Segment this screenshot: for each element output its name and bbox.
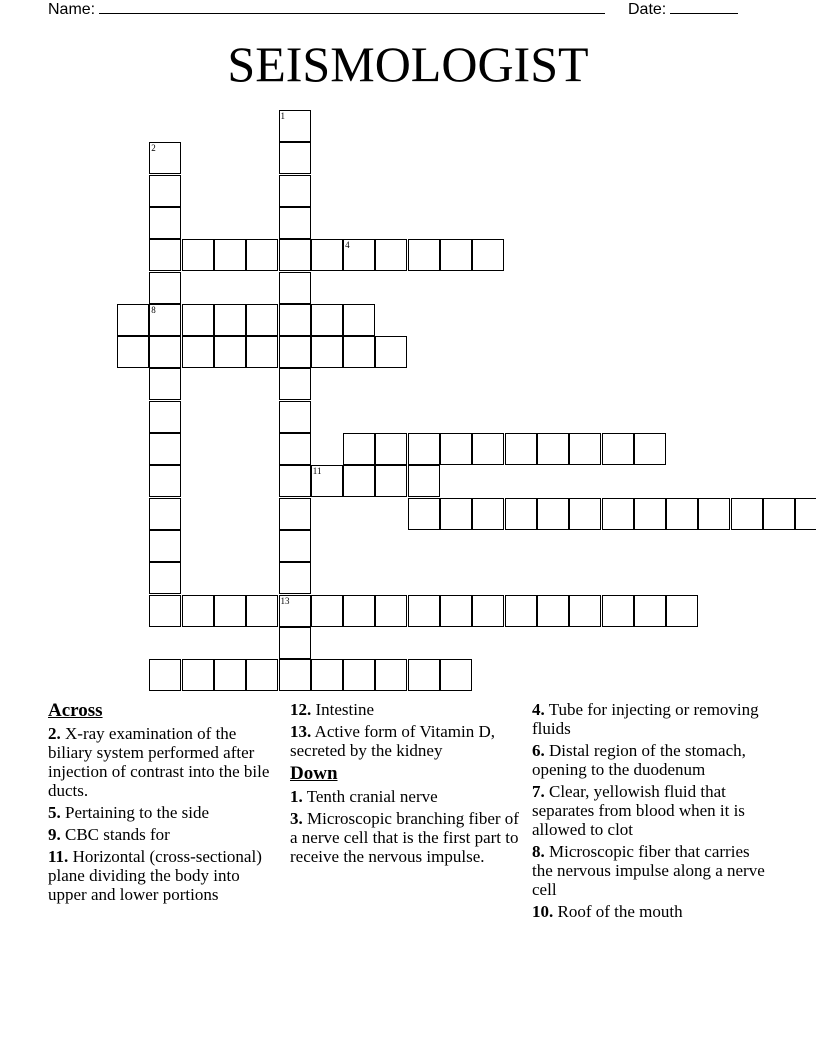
grid-cell[interactable] (440, 595, 472, 627)
clue-item (48, 825, 273, 844)
grid-cell[interactable] (666, 498, 698, 530)
grid-cell[interactable] (472, 498, 504, 530)
grid-cell[interactable] (602, 498, 634, 530)
grid-cell[interactable] (440, 498, 472, 530)
grid-cell[interactable] (634, 433, 666, 465)
clue-item (532, 902, 767, 921)
clue-item-text: Pertaining to the side (60, 803, 210, 822)
grid-cell[interactable] (279, 465, 311, 497)
clue-column-1 (48, 700, 273, 907)
grid-cell[interactable] (375, 659, 407, 691)
grid-cell[interactable] (472, 595, 504, 627)
clue-item-number: 12. (290, 700, 312, 719)
clue-column-3 (532, 700, 767, 924)
clue-item (532, 741, 767, 779)
clue-item-text: CBC stands for (60, 825, 170, 844)
clue-item (532, 842, 767, 899)
grid-cell[interactable] (149, 562, 181, 594)
grid-cell[interactable] (246, 659, 278, 691)
grid-cell[interactable] (149, 304, 181, 336)
grid-cell[interactable] (311, 465, 343, 497)
grid-cell[interactable] (246, 595, 278, 627)
grid-cell[interactable] (149, 368, 181, 400)
grid-cell[interactable] (246, 336, 278, 368)
clue-item-text: Tenth cranial nerve (302, 787, 438, 806)
grid-cell[interactable] (149, 175, 181, 207)
grid-cell[interactable] (279, 368, 311, 400)
grid-cell[interactable] (440, 239, 472, 271)
across-clue-list (48, 724, 273, 904)
grid-cell[interactable] (311, 239, 343, 271)
clue-number: 1 (280, 111, 285, 121)
grid-cell[interactable] (569, 498, 601, 530)
grid-cell[interactable] (537, 595, 569, 627)
grid-cell[interactable] (117, 304, 149, 336)
clue-item-text: X-ray examination of the biliary system performed after injection of contrast into the bile ducts. (48, 724, 270, 800)
clue-item-text: Intestine (311, 700, 375, 719)
clue-item-text: Microscopic fiber that carries the nervous impulse along a nerve cell (532, 842, 765, 899)
grid-cell[interactable] (149, 336, 181, 368)
grid-cell[interactable] (343, 465, 375, 497)
down-clue-list-continued (532, 700, 767, 921)
clue-item (290, 722, 522, 760)
clue-item-number: 4. (532, 700, 545, 719)
clue-column-2 (290, 700, 522, 869)
clue-item (290, 787, 522, 806)
clue-item-number: 11. (48, 847, 69, 866)
grid-cell[interactable] (279, 272, 311, 304)
grid-cell[interactable] (279, 401, 311, 433)
grid-cell[interactable] (279, 627, 311, 659)
grid-cell[interactable] (731, 498, 763, 530)
grid-cell[interactable] (375, 336, 407, 368)
grid-cell[interactable] (214, 304, 246, 336)
grid-cell[interactable] (149, 207, 181, 239)
grid-cell[interactable] (634, 498, 666, 530)
clue-item-number: 5. (48, 803, 61, 822)
grid-cell[interactable] (279, 304, 311, 336)
grid-cell[interactable] (149, 142, 181, 174)
grid-cell[interactable] (311, 304, 343, 336)
grid-cell[interactable] (343, 239, 375, 271)
clue-item-number: 1. (290, 787, 303, 806)
clue-item-text: Microscopic branching fiber of a nerve cell that is the first part to receive the nervous impulse. (290, 809, 519, 866)
grid-cell[interactable] (408, 465, 440, 497)
grid-cell[interactable] (505, 433, 537, 465)
clue-item-number: 8. (532, 842, 545, 861)
grid-cell[interactable] (408, 595, 440, 627)
grid-cell[interactable] (698, 498, 730, 530)
clue-item-number: 10. (532, 902, 554, 921)
grid-cell[interactable] (537, 498, 569, 530)
grid-cell[interactable] (472, 433, 504, 465)
grid-cell[interactable] (795, 498, 816, 530)
clue-item-number: 9. (48, 825, 61, 844)
clue-item (48, 724, 273, 800)
grid-cell[interactable] (375, 433, 407, 465)
clue-number: 2 (151, 143, 156, 154)
grid-cell[interactable] (408, 239, 440, 271)
grid-cell[interactable] (343, 336, 375, 368)
clue-item-number: 13. (290, 722, 312, 741)
grid-cell[interactable] (602, 433, 634, 465)
grid-cell[interactable] (311, 595, 343, 627)
grid-cell[interactable] (214, 659, 246, 691)
grid-cell[interactable] (279, 530, 311, 562)
grid-cell[interactable] (149, 498, 181, 530)
grid-cell[interactable] (343, 304, 375, 336)
grid-cell[interactable] (149, 272, 181, 304)
grid-cell[interactable] (182, 336, 214, 368)
grid-cell[interactable] (602, 595, 634, 627)
grid-cell[interactable] (279, 562, 311, 594)
clue-item-number: 6. (532, 741, 545, 760)
clue-item (48, 803, 273, 822)
down-clue-list (290, 787, 522, 866)
clue-item-text: Horizontal (cross-sectional) plane dividing the body into upper and lower portions (48, 847, 262, 904)
grid-cell[interactable] (149, 433, 181, 465)
date-label: Date: (628, 1, 667, 18)
grid-cell[interactable] (440, 433, 472, 465)
grid-cell[interactable] (149, 239, 181, 271)
clue-item (532, 700, 767, 738)
grid-cell[interactable] (505, 595, 537, 627)
grid-cell[interactable] (569, 595, 601, 627)
grid-cell[interactable] (343, 659, 375, 691)
grid-cell[interactable] (569, 433, 601, 465)
grid-cell[interactable] (279, 175, 311, 207)
grid-cell[interactable] (117, 336, 149, 368)
grid-cell[interactable] (634, 595, 666, 627)
grid-cell[interactable] (279, 595, 311, 627)
grid-cell[interactable] (149, 595, 181, 627)
clue-item-number: 3. (290, 809, 303, 828)
down-heading: Down (290, 763, 338, 784)
grid-cell[interactable] (343, 595, 375, 627)
grid-cell[interactable] (214, 595, 246, 627)
across-clue-list-continued (290, 700, 522, 760)
clue-item (290, 809, 522, 866)
grid-cell[interactable] (182, 595, 214, 627)
grid-cell[interactable] (246, 304, 278, 336)
grid-cell[interactable] (763, 498, 795, 530)
clue-item-text: Tube for injecting or removing fluids (532, 700, 759, 738)
grid-cell[interactable] (279, 433, 311, 465)
grid-cell[interactable] (182, 239, 214, 271)
grid-cell[interactable] (537, 433, 569, 465)
grid-cell[interactable] (343, 433, 375, 465)
clue-number: 8 (151, 304, 156, 315)
grid-cell[interactable] (182, 304, 214, 336)
grid-cell[interactable] (246, 239, 278, 271)
grid-cell[interactable] (375, 239, 407, 271)
grid-cell[interactable] (279, 239, 311, 271)
grid-cell[interactable] (182, 659, 214, 691)
grid-cell[interactable] (279, 110, 311, 142)
grid-cell[interactable] (149, 465, 181, 497)
name-label: Name: (48, 1, 96, 18)
grid-cell[interactable] (408, 498, 440, 530)
clue-item-text: Clear, yellowish fluid that separates from blood when it is allowed to clot (532, 782, 745, 839)
clue-item-number: 2. (48, 724, 61, 743)
grid-cell[interactable] (214, 239, 246, 271)
grid-cell[interactable] (375, 595, 407, 627)
grid-cell[interactable] (666, 595, 698, 627)
grid-cell[interactable] (149, 659, 181, 691)
grid-cell[interactable] (279, 498, 311, 530)
grid-cell[interactable] (279, 207, 311, 239)
clue-item-text: Distal region of the stomach, opening to the duodenum (532, 741, 746, 779)
grid-cell[interactable] (375, 465, 407, 497)
grid-cell[interactable] (440, 659, 472, 691)
clue-number: 11 (312, 466, 322, 477)
clue-number: 4 (345, 240, 350, 251)
grid-cell[interactable] (408, 659, 440, 691)
grid-cell[interactable] (408, 433, 440, 465)
puzzle-title: SEISMOLOGIST (227, 36, 589, 92)
grid-cell[interactable] (149, 530, 181, 562)
grid-cell[interactable] (279, 659, 311, 691)
clue-item (532, 782, 767, 839)
grid-cell[interactable] (311, 659, 343, 691)
clue-item (48, 847, 273, 904)
clue-item-number: 7. (532, 782, 545, 801)
grid-cell[interactable] (505, 498, 537, 530)
grid-cell[interactable] (149, 401, 181, 433)
grid-cell[interactable] (472, 239, 504, 271)
grid-cell[interactable] (214, 336, 246, 368)
clue-item (290, 700, 522, 719)
grid-cell[interactable] (279, 336, 311, 368)
clue-item-text: Active form of Vitamin D, secreted by the kidney (290, 722, 495, 760)
across-heading: Across (48, 700, 103, 721)
clue-item-text: Roof of the mouth (553, 902, 683, 921)
grid-cell[interactable] (279, 142, 311, 174)
grid-cell[interactable] (311, 336, 343, 368)
clue-number: 13 (280, 595, 290, 606)
